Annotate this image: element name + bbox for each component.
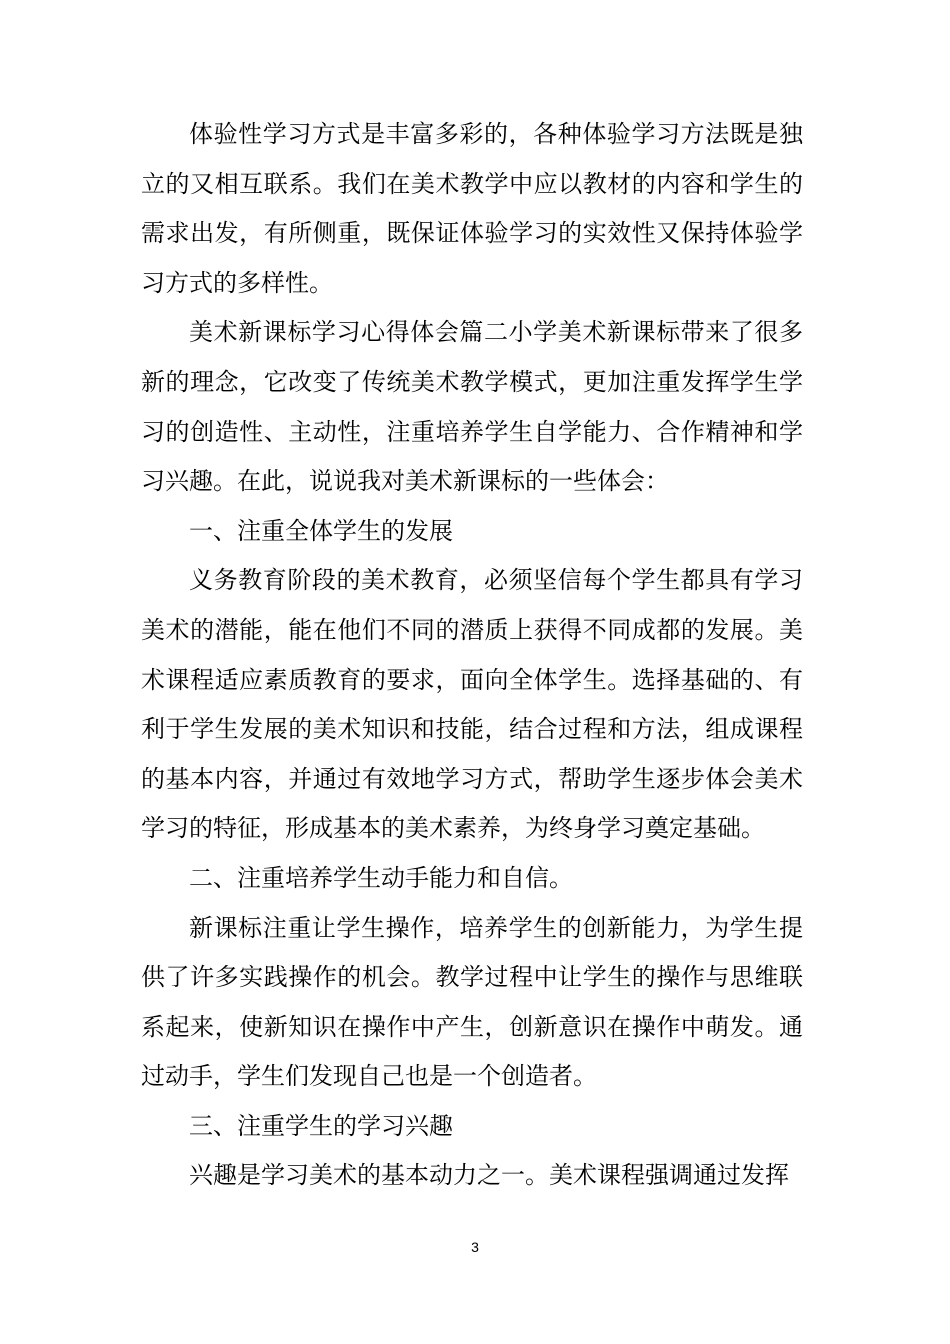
section-heading-3: 三、注重学生的学习兴趣 [189, 1111, 453, 1140]
paragraph-section-2: 新课标注重让学生操作，培养学生的创新能力，为学生提供了许多实践操作的机会。教学过程中让学生的操作与思维联系起来，使新知识在操作中产生，创新意识在操作中萌发。通过动手，学生们发现自己也是一个创造者。 [141, 913, 803, 1091]
paragraph-experiential-learning: 体验性学习方式是丰富多彩的，各种体验学习方法既是独立的又相互联系。我们在美术教学中应以教材的内容和学生的需求出发，有所侧重，既保证体验学习的实效性又保持体验学习方式的多样性。 [141, 120, 803, 297]
paragraph-section-1: 义务教育阶段的美术教育，必须坚信每个学生都具有学习美术的潜能，能在他们不同的潜质上获得不同成都的发展。美术课程适应素质教育的要求，面向全体学生。选择基础的、有利于学生发展的美术知识和技能，结合过程和方法，组成课程的基本内容，并通过有效地学习方式，帮助学生逐步体会美术学习的特征，形成基本的美术素养，为终身学习奠定基础。 [141, 566, 803, 843]
body-text [141, 110, 803, 1201]
paragraph-section-3: 兴趣是学习美术的基本动力之一。美术课程强调通过发挥 [189, 1161, 789, 1190]
section-heading-2: 二、注重培养学生动手能力和自信。 [189, 863, 573, 892]
section-heading-1: 一、注重全体学生的发展 [189, 516, 453, 545]
page-number: 3 [471, 1239, 479, 1255]
paragraph-new-curriculum-intro: 美术新课标学习心得体会篇二小学美术新课标带来了很多新的理念，它改变了传统美术教学模式，更加注重发挥学生学习的创造性、主动性，注重培养学生自学能力、合作精神和学习兴趣。在此，说说我对美术新课标的一些体会： [141, 318, 803, 496]
